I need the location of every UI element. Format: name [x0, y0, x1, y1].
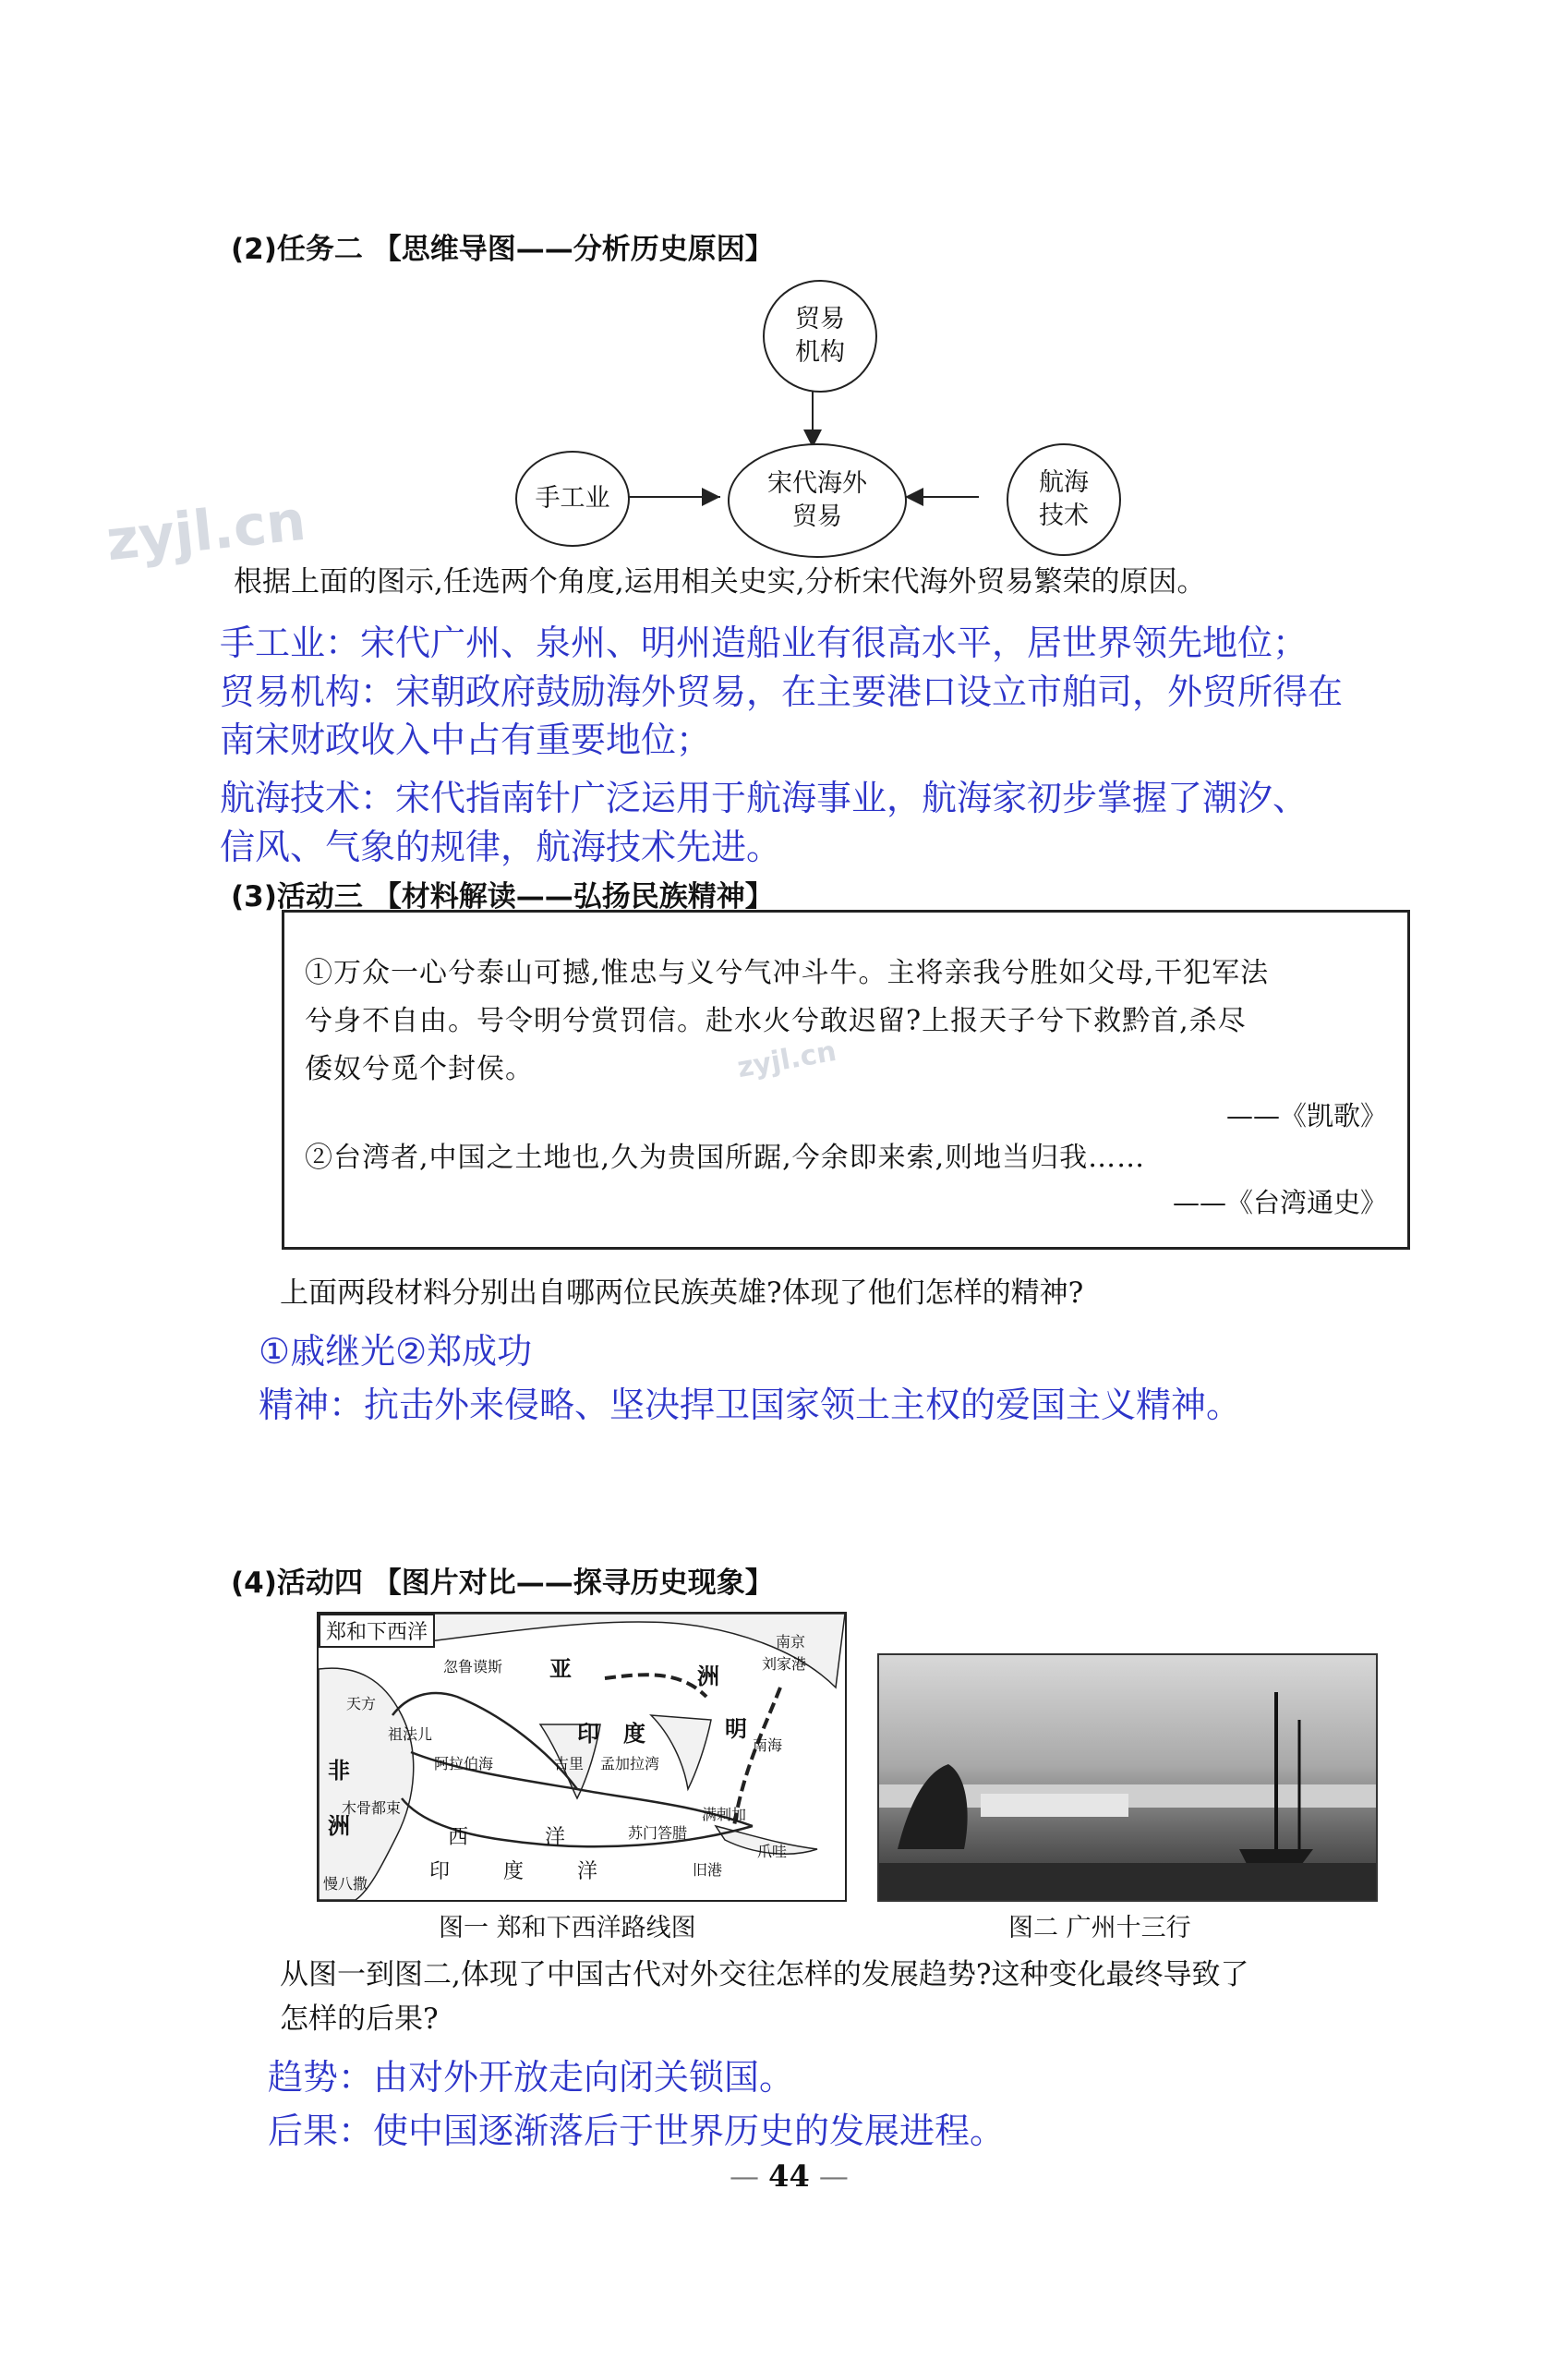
map-label: 忽鲁谟斯 — [443, 1658, 503, 1675]
task3-heading: (3)活动三 【材料解读——弘扬民族精神】 — [231, 880, 774, 913]
node-navigation-tech: 航海 技术 — [1007, 443, 1121, 556]
task4-heading: (4)活动四 【图片对比——探寻历史现象】 — [231, 1567, 774, 1600]
map-label: 南海 — [753, 1736, 783, 1754]
material1-line: ①万众一心兮泰山可撼,惟忠与义兮气冲斗牛。主将亲我兮胜如父母,干犯军法 — [305, 957, 1270, 989]
page-number-value: 44 — [768, 2159, 810, 2194]
map-label: 南京 — [776, 1633, 806, 1651]
map-label: 印 — [577, 1720, 599, 1747]
page-number-dash: — — [809, 2159, 849, 2194]
node-trade-institution: 贸易 机构 — [763, 280, 877, 393]
task4-answer-line: 趋势：由对外开放走向闭关锁国。 — [268, 2057, 795, 2098]
map-label: 度 — [623, 1720, 645, 1747]
task2-answer-line: 贸易机构：宋朝政府鼓励海外贸易，在主要港口设立市舶司，外贸所得在 — [220, 671, 1344, 712]
caption-figure-2: 图二 广州十三行 — [1008, 1914, 1191, 1942]
material1-line: 兮身不自由。号令明兮赏罚信。赴水火兮敢迟留?上报天子兮下救黔首,杀尽 — [305, 1005, 1247, 1037]
map-label: 洋 — [577, 1860, 598, 1883]
task4-question: 怎样的后果? — [280, 2002, 439, 2036]
map-label: 阿拉伯海 — [434, 1755, 494, 1772]
node-song-overseas-trade: 宋代海外 贸易 — [728, 443, 907, 558]
material2-line: ②台湾者,中国之土地也,久为贵国所踞,今余即来索,则地当归我…… — [305, 1142, 1146, 1174]
map-label: 满剌加 — [702, 1806, 747, 1823]
map-label: 苏门答腊 — [628, 1824, 688, 1842]
task3-answer-line: 精神：抗击外来侵略、坚决捍卫国家领土主权的爱国主义精神。 — [259, 1385, 1242, 1425]
node-handicraft: 手工业 — [515, 451, 630, 547]
map-label: 刘家港 — [762, 1655, 807, 1673]
task2-answer-line: 航海技术：宋代指南针广泛运用于航海事业，航海家初步掌握了潮汐、 — [220, 778, 1309, 818]
task2-heading: (2)任务二 【思维导图——分析历史原因】 — [231, 233, 774, 266]
map-label: 印 — [429, 1860, 451, 1883]
page-number-dash: — — [730, 2159, 769, 2194]
material1-line: 倭奴兮觅个封侯。 — [305, 1053, 534, 1085]
map-label: 西 — [448, 1826, 469, 1849]
page-number — [730, 2159, 849, 2194]
task3-answer-line: ①戚继光②郑成功 — [259, 1331, 533, 1372]
map-label: 洋 — [545, 1826, 566, 1849]
task2-answer-line: 南宋财政收入中占有重要地位； — [220, 720, 712, 760]
task2-answer-line: 信风、气象的规律，航海技术先进。 — [220, 827, 782, 867]
source-taiwan-tongshi: ——《台湾通史》 — [1172, 1187, 1387, 1218]
map-label: 明 — [725, 1715, 747, 1742]
watermark: zyjl.cn — [734, 1034, 839, 1085]
map-label: 非 — [328, 1757, 350, 1784]
map-label: 天方 — [346, 1695, 377, 1712]
map-label: 爪哇 — [757, 1843, 788, 1860]
map-title: 郑和下西洋 — [319, 1614, 435, 1648]
task3-question: 上面两段材料分别出自哪两位民族英雄?体现了他们怎样的精神? — [280, 1276, 1084, 1310]
canton-thirteen-factories-photo — [877, 1653, 1378, 1902]
materials-box — [282, 910, 1410, 1250]
map-label: 洲 — [328, 1812, 350, 1839]
caption-figure-1: 图一 郑和下西洋路线图 — [439, 1914, 696, 1942]
task2-answer-line: 手工业：宋代广州、泉州、明州造船业有很高水平，居世界领先地位； — [220, 623, 1309, 663]
map-label: 祖法儿 — [388, 1725, 433, 1743]
map-label: 慢八撒 — [323, 1875, 368, 1893]
watermark: zyjl.cn — [103, 488, 309, 575]
task4-answer-line: 后果：使中国逐渐落后于世界历史的发展进程。 — [268, 2111, 1006, 2151]
photo-drawing — [879, 1655, 1376, 1900]
map-label: 孟加拉湾 — [600, 1755, 660, 1772]
map-label: 古里 — [554, 1755, 585, 1772]
map-label: 洲 — [697, 1663, 719, 1689]
task2-question: 根据上面的图示,任选两个角度,运用相关史实,分析宋代海外贸易繁荣的原因。 — [234, 565, 1206, 599]
task4-question: 从图一到图二,体现了中国古代对外交往怎样的发展趋势?这种变化最终导致了 — [280, 1958, 1249, 1991]
source-kaige: ——《凯歌》 — [1225, 1100, 1387, 1131]
map-label: 旧港 — [693, 1861, 723, 1879]
zheng-he-map — [317, 1612, 847, 1902]
map-label: 亚 — [549, 1655, 572, 1682]
map-label: 度 — [503, 1860, 525, 1883]
map-label: 木骨都束 — [342, 1799, 402, 1817]
